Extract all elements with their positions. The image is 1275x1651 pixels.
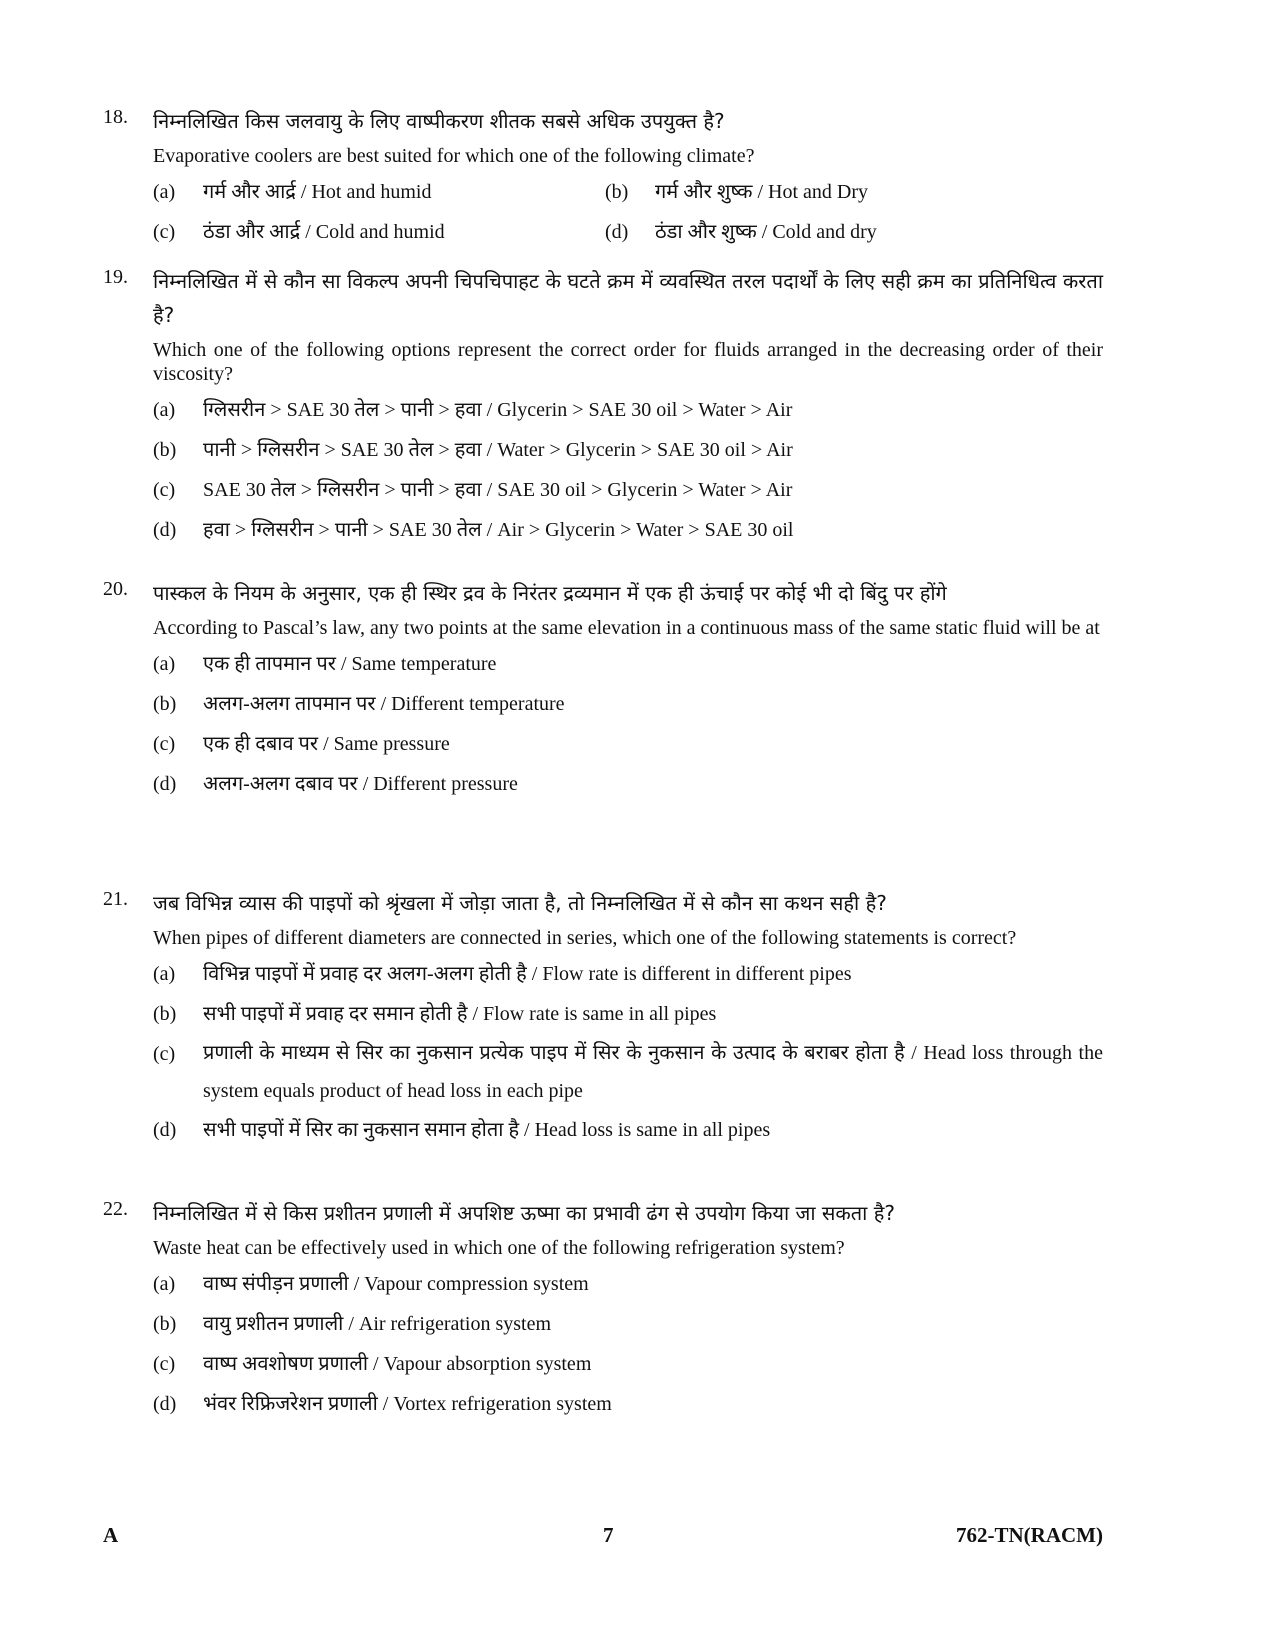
option-text: एक ही तापमान पर / Same temperature: [203, 653, 497, 675]
option-text: सभी पाइपों में प्रवाह दर समान होती है / Flow rate is same in all pipes: [203, 1003, 717, 1025]
option-text: वायु प्रशीतन प्रणाली / Air refrigeration system: [203, 1313, 552, 1335]
option-label: (d): [153, 519, 177, 541]
option-text: ठंडा और शुष्क / Cold and dry: [655, 221, 877, 243]
option-label: (c): [153, 1353, 176, 1375]
option-label: (c): [153, 479, 176, 501]
option-text: वाष्प अवशोषण प्रणाली / Vapour absorption system: [203, 1353, 592, 1375]
question-number: 21.: [103, 888, 128, 910]
option-label: (a): [153, 963, 176, 985]
option-text: प्रणाली के माध्यम से सिर का नुकसान प्रत्येक पाइप में सिर के नुकसान के उत्पाद के बराबर होता है / Head loss through the system equals product of head loss in each pipe: [203, 1042, 1103, 1102]
question-text-hindi: पास्कल के नियम के अनुसार, एक ही स्थिर द्रव के निरंतर द्रव्यमान में एक ही ऊंचाई पर कोई भी दो बिंदु पर होंगे: [153, 581, 947, 605]
option-c: [153, 1034, 1103, 1110]
option-b: [153, 994, 1103, 1034]
option-c: [153, 212, 605, 252]
options-list: [153, 954, 1103, 1150]
option-d: [153, 1384, 1103, 1424]
option-b: [153, 430, 1103, 470]
question-text-english: Evaporative coolers are best suited for which one of the following climate?: [153, 145, 755, 167]
option-text: हवा > ग्लिसरीन > पानी > SAE 30 तेल / Air > Glycerin > Water > SAE 30 oil: [203, 519, 794, 541]
options-list: [153, 172, 1103, 252]
option-text: गर्म और शुष्क / Hot and Dry: [655, 181, 869, 203]
options-list: [153, 1264, 1103, 1424]
option-text: SAE 30 तेल > ग्लिसरीन > पानी > हवा / SAE 30 oil > Glycerin > Water > Air: [203, 479, 793, 501]
option-label: (a): [153, 181, 176, 203]
option-text: पानी > ग्लिसरीन > SAE 30 तेल > हवा / Water > Glycerin > SAE 30 oil > Air: [203, 439, 793, 461]
option-text: गर्म और आर्द्र / Hot and humid: [203, 181, 432, 203]
option-label: (a): [153, 653, 176, 675]
option-text: वाष्प संपीड़न प्रणाली / Vapour compression system: [203, 1273, 589, 1295]
question-text-english: Which one of the following options represent the correct order for fluids arranged in the decreasing order of their viscosity?: [153, 339, 1103, 385]
option-b: [153, 684, 1103, 724]
option-text: विभिन्न पाइपों में प्रवाह दर अलग-अलग होती है / Flow rate is different in different pipes: [203, 963, 852, 985]
option-text: अलग-अलग तापमान पर / Different temperature: [203, 693, 565, 715]
option-a: [153, 172, 605, 212]
option-b: [605, 172, 1103, 212]
option-a: [153, 954, 1103, 994]
page-number: 7: [603, 1523, 614, 1547]
option-label: (c): [153, 733, 176, 755]
option-label: (b): [153, 1003, 177, 1025]
option-label: (a): [153, 1273, 176, 1295]
option-a: [153, 644, 1103, 684]
paper-code: 762-TN(RACM): [956, 1523, 1103, 1547]
option-text: ठंडा और आर्द्र / Cold and humid: [203, 221, 445, 243]
option-a: [153, 390, 1103, 430]
option-d: [153, 1110, 1103, 1150]
option-d: [153, 764, 1103, 804]
option-text: सभी पाइपों में सिर का नुकसान समान होता है / Head loss is same in all pipes: [203, 1119, 771, 1141]
option-c: [153, 724, 1103, 764]
option-text: ग्लिसरीन > SAE 30 तेल > पानी > हवा / Glycerin > SAE 30 oil > Water > Air: [203, 399, 793, 421]
question-number: 20.: [103, 578, 128, 600]
question-text-hindi: निम्नलिखित में से कौन सा विकल्प अपनी चिपचिपाहट के घटते क्रम में व्यवस्थित तरल पदार्थों के लिए सही क्रम का प्रतिनिधित्व करता है?: [153, 269, 1103, 327]
question-text-english: According to Pascal’s law, any two points at the same elevation in a continuous mass of the same static fluid will be at: [153, 617, 1100, 639]
question-20: [103, 576, 1103, 804]
option-d: [153, 510, 1103, 550]
options-list: [153, 644, 1103, 804]
option-label: (b): [153, 439, 177, 461]
question-text-hindi: जब विभिन्न व्यास की पाइपों को श्रृंखला में जोड़ा जाता है, तो निम्नलिखित में से कौन सा कथन सही है?: [153, 891, 887, 915]
question-text-english: Waste heat can be effectively used in which one of the following refrigeration system?: [153, 1237, 845, 1259]
question-text-hindi: निम्नलिखित किस जलवायु के लिए वाष्पीकरण शीतक सबसे अधिक उपयुक्त है?: [153, 109, 725, 133]
option-label: (d): [153, 1119, 177, 1141]
option-b: [153, 1304, 1103, 1344]
option-text: एक ही दबाव पर / Same pressure: [203, 733, 450, 755]
series-code: A: [103, 1523, 119, 1547]
option-label: (c): [153, 221, 176, 243]
question-18: [103, 104, 1103, 252]
option-c: [153, 1344, 1103, 1384]
option-label: (b): [605, 181, 629, 203]
question-text-english: When pipes of different diameters are connected in series, which one of the following statements is correct?: [153, 927, 1017, 949]
option-c: [153, 470, 1103, 510]
question-text-hindi: निम्नलिखित में से किस प्रशीतन प्रणाली में अपशिष्ट ऊष्मा का प्रभावी ढंग से उपयोग किया जा सकता है?: [153, 1201, 895, 1225]
option-text: अलग-अलग दबाव पर / Different pressure: [203, 773, 518, 795]
option-label: (b): [153, 1313, 177, 1335]
option-label: (c): [153, 1043, 176, 1065]
option-label: (a): [153, 399, 176, 421]
question-number: 19.: [103, 266, 128, 288]
option-label: (d): [153, 1393, 177, 1415]
option-label: (b): [153, 693, 177, 715]
question-number: 18.: [103, 106, 128, 128]
options-list: [153, 390, 1103, 550]
option-a: [153, 1264, 1103, 1304]
question-22: [103, 1196, 1103, 1424]
question-21: [103, 886, 1103, 1150]
question-number: 22.: [103, 1198, 128, 1220]
option-label: (d): [153, 773, 177, 795]
question-19: [103, 264, 1103, 550]
option-label: (d): [605, 221, 629, 243]
option-text: भंवर रिफ्रिजरेशन प्रणाली / Vortex refrigeration system: [203, 1393, 612, 1415]
option-d: [605, 212, 1103, 252]
